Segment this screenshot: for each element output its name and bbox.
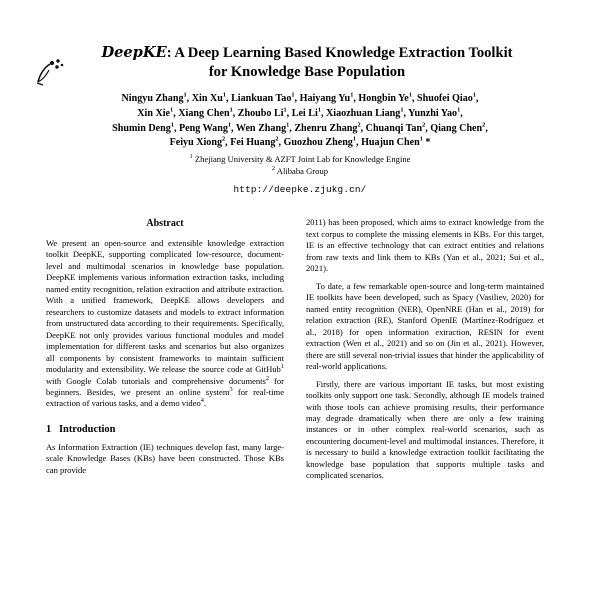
page-title [46, 44, 554, 81]
affiliation-line: $^2$ Alibaba Group [271, 165, 329, 177]
left-column [46, 217, 284, 488]
abstract-heading: Abstract [146, 218, 184, 230]
right-paragraph-2: To date, a few remarkable open-source and long-term maintained IE toolkits have been developed, such as Spacy (Vasiliev, 2020) for named entity recognition (NER), OpenNRE (Han et al., 2019) for relation extraction (RE), Stanford OpenIE (Martínez-Rodríguez et al., 2018) for open information extraction, RESIN for event extraction (Wen et al., 2021) and so on (Jin et al., 2021). However, there are still several non-trivial issues that hinder the applicability of real-world applications. [306, 280, 544, 372]
abstract-text: We present an open-source and extensible knowledge extraction toolkit DeepKE, supporting complicated low-resource, document-level and multimodal scenarios in knowledge base population. DeepKE implements various information extraction tasks, including named entity recognition, relation extraction and attribute extraction. With a unified framework, DeepKE allows developers and researchers to customize datasets and models to extract information from unstructured data according to their requirements. Specifically, DeepKE not only provides various functional modules and model implementation for different tasks and scenarios but also organizes all components by consistent frameworks to maintain sufficient modularity and extensibility. We release the source code at GitHub$^1$ with Google Colab tutorials and comprehensive documents$^2$ for beginners. Besides, we present an online system$^3$ for real-time extraction of various tasks, and a demo video$^4$. [46, 237, 284, 409]
section-label: Introduction [59, 423, 116, 435]
affiliation-line: $^1$ Zhejiang University & AZFT Joint Lab for Knowledge Engine [189, 152, 411, 164]
section-number: 1 [46, 423, 52, 435]
title-deepke: DeepKE [101, 44, 167, 61]
author-list [46, 92, 554, 151]
title-line2: for Knowledge Base Population [208, 63, 406, 80]
author-line: Feiyu Xiong$^2$, Fei Huang$^2$, Guozhou Zheng$^1$, Huajun Chen$^1$ * [169, 135, 431, 149]
intro-paragraph-1: As Information Extraction (IE) techniques develop fast, many large-scale Knowledge Bases (KBs) have been constructed. Those KBs can provide [46, 441, 284, 475]
right-column [306, 217, 544, 488]
author-line: Shumin Deng$^1$, Peng Wang$^1$, Wen Zhang$^1$, Zhenru Zhang$^2$, Chuanqi Tan$^2$, Qiang Chen$^2$, [112, 121, 488, 134]
section-heading-introduction [46, 423, 284, 437]
right-paragraph-3: Firstly, there are various important IE tasks, but most existing toolkits only support one task. Secondly, although IE models trained with those tools can achieve promising results, their performance may degrade dramatically when there are only a few training instances or in other complex real-world scenarios, such as encountering document-level and multimodal instances. Therefore, it is necessary to build a knowledge extraction toolkit facilitating the knowledge base population that supports multiple tasks and complicated scenarios. [306, 378, 544, 481]
paper-body [0, 217, 600, 488]
right-paragraph-1: 2011) has been proposed, which aims to extract knowledge from the text corpus to complete the missing elements in KBs. For this target, IE is an effective technology that can extract entities and relations from raw texts and link them to KBs (Yan et al., 2021; Sui et al., 2021). [306, 217, 544, 274]
author-line: Ningyu Zhang$^1$, Xin Xu$^1$, Liankuan Tao$^1$, Haiyang Yu$^1$, Hongbin Ye$^1$, Shuofei Qiao$^1$, [121, 91, 479, 105]
paper-header [0, 0, 600, 195]
author-line: Xin Xie$^1$, Xiang Chen$^1$, Zhoubo Li$^1$, Lei Li$^1$, Xiaozhuan Liang$^1$, Yunzhi Yao$^1$, [137, 106, 463, 119]
affiliations [46, 153, 554, 177]
deepke-logo-icon [34, 56, 68, 90]
title-line1-rest: : A Deep Learning Based Knowledge Extraction Toolkit [166, 45, 513, 61]
project-url[interactable]: http://deepke.zjukg.cn/ [233, 184, 367, 196]
